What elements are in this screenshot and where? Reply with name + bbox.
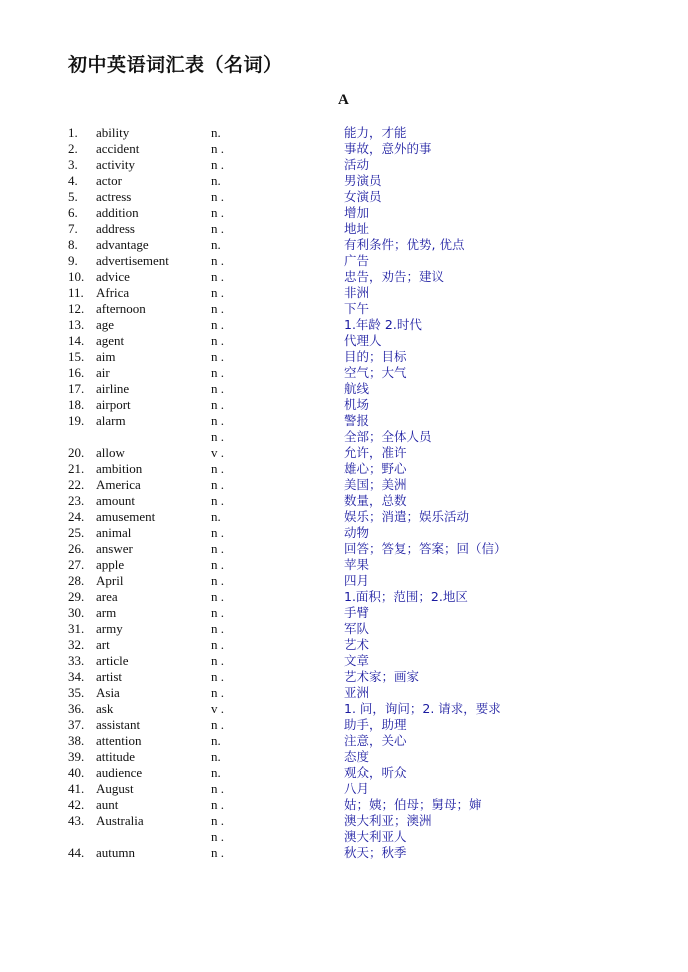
entry-meaning: 有利条件；优势, 优点 xyxy=(344,237,465,252)
part-of-speech: n. xyxy=(211,765,221,780)
entry-number: 3. xyxy=(68,157,78,172)
entry-number: 33. xyxy=(68,653,85,668)
entry-number: 22. xyxy=(68,477,85,492)
part-of-speech: n . xyxy=(211,621,224,636)
entry-meaning: 1.年龄 2.时代 xyxy=(344,317,422,332)
entry-number: 23. xyxy=(68,493,85,508)
vocab-row xyxy=(0,556,688,572)
entry-meaning: 雄心；野心 xyxy=(344,461,407,476)
vocab-row xyxy=(0,140,688,156)
entry-word: army xyxy=(96,621,123,636)
vocab-row xyxy=(0,540,688,556)
part-of-speech: n . xyxy=(211,365,224,380)
part-of-speech: n . xyxy=(211,349,224,364)
part-of-speech: n . xyxy=(211,141,224,156)
vocab-row xyxy=(0,236,688,252)
entry-number: 15. xyxy=(68,349,85,364)
entry-number: 30. xyxy=(68,605,85,620)
part-of-speech: n . xyxy=(211,285,224,300)
entry-word: Australia xyxy=(96,813,144,828)
entry-word: arm xyxy=(96,605,117,620)
entry-word: aunt xyxy=(96,797,119,812)
vocab-row xyxy=(0,684,688,700)
entry-word: audience xyxy=(96,765,143,780)
entry-meaning: 忠告，劝告；建议 xyxy=(344,269,445,284)
entry-number: 9. xyxy=(68,253,78,268)
vocab-row xyxy=(0,476,688,492)
entry-number: 13. xyxy=(68,317,85,332)
entry-number: 8. xyxy=(68,237,78,252)
vocab-row xyxy=(0,364,688,380)
entry-number: 35. xyxy=(68,685,85,700)
vocab-row xyxy=(0,188,688,204)
part-of-speech: n . xyxy=(211,557,224,572)
vocab-row xyxy=(0,508,688,524)
entry-word: assistant xyxy=(96,717,141,732)
part-of-speech: n . xyxy=(211,653,224,668)
part-of-speech: n . xyxy=(211,221,224,236)
entry-word: actress xyxy=(96,189,132,204)
entry-meaning: 亚洲 xyxy=(344,685,370,700)
entry-number: 28. xyxy=(68,573,85,588)
part-of-speech: n . xyxy=(211,189,224,204)
entry-meaning: 警报 xyxy=(344,413,370,428)
part-of-speech: n. xyxy=(211,749,221,764)
entry-meaning: 下午 xyxy=(344,301,370,316)
entry-word: ask xyxy=(96,701,114,716)
entry-number: 17. xyxy=(68,381,85,396)
entry-number: 31. xyxy=(68,621,85,636)
vocab-row xyxy=(0,636,688,652)
vocab-row xyxy=(0,396,688,412)
vocab-row xyxy=(0,460,688,476)
entry-word: age xyxy=(96,317,115,332)
entry-meaning: 八月 xyxy=(344,781,370,796)
entry-meaning: 军队 xyxy=(344,621,370,636)
entry-word: attitude xyxy=(96,749,135,764)
vocab-row xyxy=(0,604,688,620)
entry-number: 32. xyxy=(68,637,85,652)
entry-number: 10. xyxy=(68,269,85,284)
entry-meaning: 澳大利亚人 xyxy=(344,829,407,844)
entry-word: amusement xyxy=(96,509,156,524)
vocab-row xyxy=(0,316,688,332)
entry-number: 25. xyxy=(68,525,85,540)
part-of-speech: v . xyxy=(211,701,224,716)
entry-number: 4. xyxy=(68,173,78,188)
part-of-speech: n . xyxy=(211,413,224,428)
entry-word: air xyxy=(96,365,110,380)
entry-word: advertisement xyxy=(96,253,169,268)
entry-word: allow xyxy=(96,445,125,460)
entry-meaning: 文章 xyxy=(344,653,370,668)
vocab-row xyxy=(0,172,688,188)
entry-word: artist xyxy=(96,669,122,684)
entry-word: aim xyxy=(96,349,116,364)
vocab-row xyxy=(0,828,688,844)
part-of-speech: n . xyxy=(211,813,224,828)
part-of-speech: n. xyxy=(211,125,221,140)
part-of-speech: n . xyxy=(211,605,224,620)
document-title: 初中英语词汇表（名词） xyxy=(68,54,283,76)
part-of-speech: n . xyxy=(211,301,224,316)
part-of-speech: n. xyxy=(211,509,221,524)
vocab-row xyxy=(0,844,688,860)
part-of-speech: n . xyxy=(211,269,224,284)
part-of-speech: n . xyxy=(211,205,224,220)
entry-number: 27. xyxy=(68,557,85,572)
part-of-speech: n . xyxy=(211,573,224,588)
vocab-row xyxy=(0,812,688,828)
part-of-speech: n . xyxy=(211,429,224,444)
vocab-row xyxy=(0,252,688,268)
entry-meaning: 澳大利亚；澳洲 xyxy=(344,813,432,828)
entry-meaning: 非洲 xyxy=(344,285,370,300)
entry-word: answer xyxy=(96,541,133,556)
entry-word: August xyxy=(96,781,134,796)
entry-word: advantage xyxy=(96,237,149,252)
entry-meaning: 男演员 xyxy=(344,173,382,188)
entry-number: 16. xyxy=(68,365,85,380)
entry-meaning: 四月 xyxy=(344,573,370,588)
vocab-row xyxy=(0,412,688,428)
part-of-speech: n . xyxy=(211,381,224,396)
vocab-row xyxy=(0,780,688,796)
entry-word: accident xyxy=(96,141,140,156)
entry-meaning: 手臂 xyxy=(344,605,370,620)
entry-number: 37. xyxy=(68,717,85,732)
part-of-speech: n . xyxy=(211,493,224,508)
entry-meaning: 事故，意外的事 xyxy=(344,141,432,156)
vocab-row xyxy=(0,204,688,220)
part-of-speech: v . xyxy=(211,445,224,460)
entry-number: 39. xyxy=(68,749,85,764)
entry-number: 1. xyxy=(68,125,78,140)
vocab-row xyxy=(0,524,688,540)
part-of-speech: n . xyxy=(211,461,224,476)
entry-meaning: 增加 xyxy=(344,205,370,220)
entry-meaning: 代理人 xyxy=(344,333,382,348)
part-of-speech: n . xyxy=(211,797,224,812)
entry-word: animal xyxy=(96,525,132,540)
entry-word: actor xyxy=(96,173,122,188)
vocab-row xyxy=(0,220,688,236)
entry-word: ability xyxy=(96,125,130,140)
entry-meaning: 广告 xyxy=(344,253,370,268)
entry-meaning: 允许，准许 xyxy=(344,445,407,460)
vocab-row xyxy=(0,668,688,684)
entry-number: 38. xyxy=(68,733,85,748)
entry-number: 20. xyxy=(68,445,85,460)
entry-meaning: 数量，总数 xyxy=(344,493,407,508)
entry-word: airline xyxy=(96,381,130,396)
vocab-row xyxy=(0,444,688,460)
entry-meaning: 全部；全体人员 xyxy=(344,429,432,444)
vocab-row xyxy=(0,268,688,284)
entry-meaning: 秋天；秋季 xyxy=(344,845,407,860)
part-of-speech: n . xyxy=(211,157,224,172)
entry-word: attention xyxy=(96,733,142,748)
entry-number: 7. xyxy=(68,221,78,236)
entry-meaning: 机场 xyxy=(344,397,370,412)
part-of-speech: n . xyxy=(211,637,224,652)
part-of-speech: n . xyxy=(211,333,224,348)
entry-word: ambition xyxy=(96,461,143,476)
entry-meaning: 艺术家；画家 xyxy=(344,669,420,684)
part-of-speech: n . xyxy=(211,717,224,732)
part-of-speech: n . xyxy=(211,477,224,492)
part-of-speech: n. xyxy=(211,237,221,252)
entry-meaning: 1.面积；范围；2.地区 xyxy=(344,589,468,604)
entry-number: 42. xyxy=(68,797,85,812)
entry-number: 21. xyxy=(68,461,85,476)
entry-meaning: 注意，关心 xyxy=(344,733,407,748)
vocab-row xyxy=(0,300,688,316)
entry-word: Africa xyxy=(96,285,130,300)
part-of-speech: n. xyxy=(211,173,221,188)
entry-word: area xyxy=(96,589,118,604)
entry-word: address xyxy=(96,221,135,236)
entry-number: 26. xyxy=(68,541,85,556)
entry-number: 5. xyxy=(68,189,78,204)
entry-word: addition xyxy=(96,205,139,220)
vocab-row xyxy=(0,796,688,812)
entry-word: airport xyxy=(96,397,131,412)
entry-meaning: 航线 xyxy=(344,381,370,396)
entry-word: autumn xyxy=(96,845,135,860)
entry-number: 43. xyxy=(68,813,85,828)
entry-meaning: 空气；大气 xyxy=(344,365,407,380)
entry-meaning: 能力，才能 xyxy=(344,125,407,140)
entry-word: amount xyxy=(96,493,135,508)
entry-meaning: 艺术 xyxy=(344,637,370,652)
vocab-row xyxy=(0,428,688,444)
entry-word: America xyxy=(96,477,141,492)
part-of-speech: n . xyxy=(211,397,224,412)
vocab-row xyxy=(0,492,688,508)
vocab-row xyxy=(0,572,688,588)
section-heading: A xyxy=(338,92,349,108)
entry-word: activity xyxy=(96,157,135,172)
part-of-speech: n . xyxy=(211,829,224,844)
vocabulary-list xyxy=(0,124,688,860)
entry-number: 36. xyxy=(68,701,85,716)
entry-number: 29. xyxy=(68,589,85,604)
entry-meaning: 苹果 xyxy=(344,557,370,572)
part-of-speech: n . xyxy=(211,781,224,796)
entry-number: 6. xyxy=(68,205,78,220)
entry-meaning: 活动 xyxy=(344,157,370,172)
entry-number: 34. xyxy=(68,669,85,684)
entry-meaning: 目的；目标 xyxy=(344,349,407,364)
entry-meaning: 态度 xyxy=(344,749,370,764)
entry-number: 24. xyxy=(68,509,85,524)
entry-word: alarm xyxy=(96,413,126,428)
vocab-row xyxy=(0,652,688,668)
entry-meaning: 姑；姨；伯母；舅母；婶 xyxy=(344,797,482,812)
vocab-row xyxy=(0,620,688,636)
entry-number: 11. xyxy=(68,285,84,300)
vocab-row xyxy=(0,700,688,716)
vocab-row xyxy=(0,124,688,140)
entry-number: 18. xyxy=(68,397,85,412)
entry-number: 14. xyxy=(68,333,85,348)
part-of-speech: n . xyxy=(211,685,224,700)
part-of-speech: n . xyxy=(211,541,224,556)
entry-word: advice xyxy=(96,269,130,284)
entry-word: art xyxy=(96,637,110,652)
entry-number: 2. xyxy=(68,141,78,156)
vocab-row xyxy=(0,748,688,764)
entry-word: afternoon xyxy=(96,301,146,316)
entry-meaning: 女演员 xyxy=(344,189,382,204)
vocab-row xyxy=(0,764,688,780)
part-of-speech: n. xyxy=(211,733,221,748)
entry-meaning: 观众，听众 xyxy=(344,765,407,780)
part-of-speech: n . xyxy=(211,669,224,684)
entry-meaning: 助手，助理 xyxy=(344,717,407,732)
entry-meaning: 地址 xyxy=(344,221,370,236)
entry-meaning: 美国；美洲 xyxy=(344,477,407,492)
vocab-row xyxy=(0,156,688,172)
part-of-speech: n . xyxy=(211,317,224,332)
vocab-row xyxy=(0,588,688,604)
vocab-row xyxy=(0,716,688,732)
vocab-row xyxy=(0,348,688,364)
vocab-row xyxy=(0,284,688,300)
entry-meaning: 1. 问，询问；2. 请求，要求 xyxy=(344,701,501,716)
vocab-row xyxy=(0,732,688,748)
entry-number: 44. xyxy=(68,845,85,860)
entry-word: article xyxy=(96,653,129,668)
part-of-speech: n . xyxy=(211,525,224,540)
entry-meaning: 回答；答复；答案；回（信） xyxy=(344,541,507,556)
part-of-speech: n . xyxy=(211,845,224,860)
part-of-speech: n . xyxy=(211,589,224,604)
part-of-speech: n . xyxy=(211,253,224,268)
entry-word: agent xyxy=(96,333,125,348)
entry-meaning: 动物 xyxy=(344,525,370,540)
entry-number: 19. xyxy=(68,413,85,428)
entry-word: Asia xyxy=(96,685,120,700)
entry-word: apple xyxy=(96,557,125,572)
entry-number: 41. xyxy=(68,781,85,796)
entry-number: 40. xyxy=(68,765,85,780)
entry-word: April xyxy=(96,573,124,588)
vocab-row xyxy=(0,380,688,396)
entry-number: 12. xyxy=(68,301,85,316)
entry-meaning: 娱乐；消遣；娱乐活动 xyxy=(344,509,470,524)
vocab-row xyxy=(0,332,688,348)
